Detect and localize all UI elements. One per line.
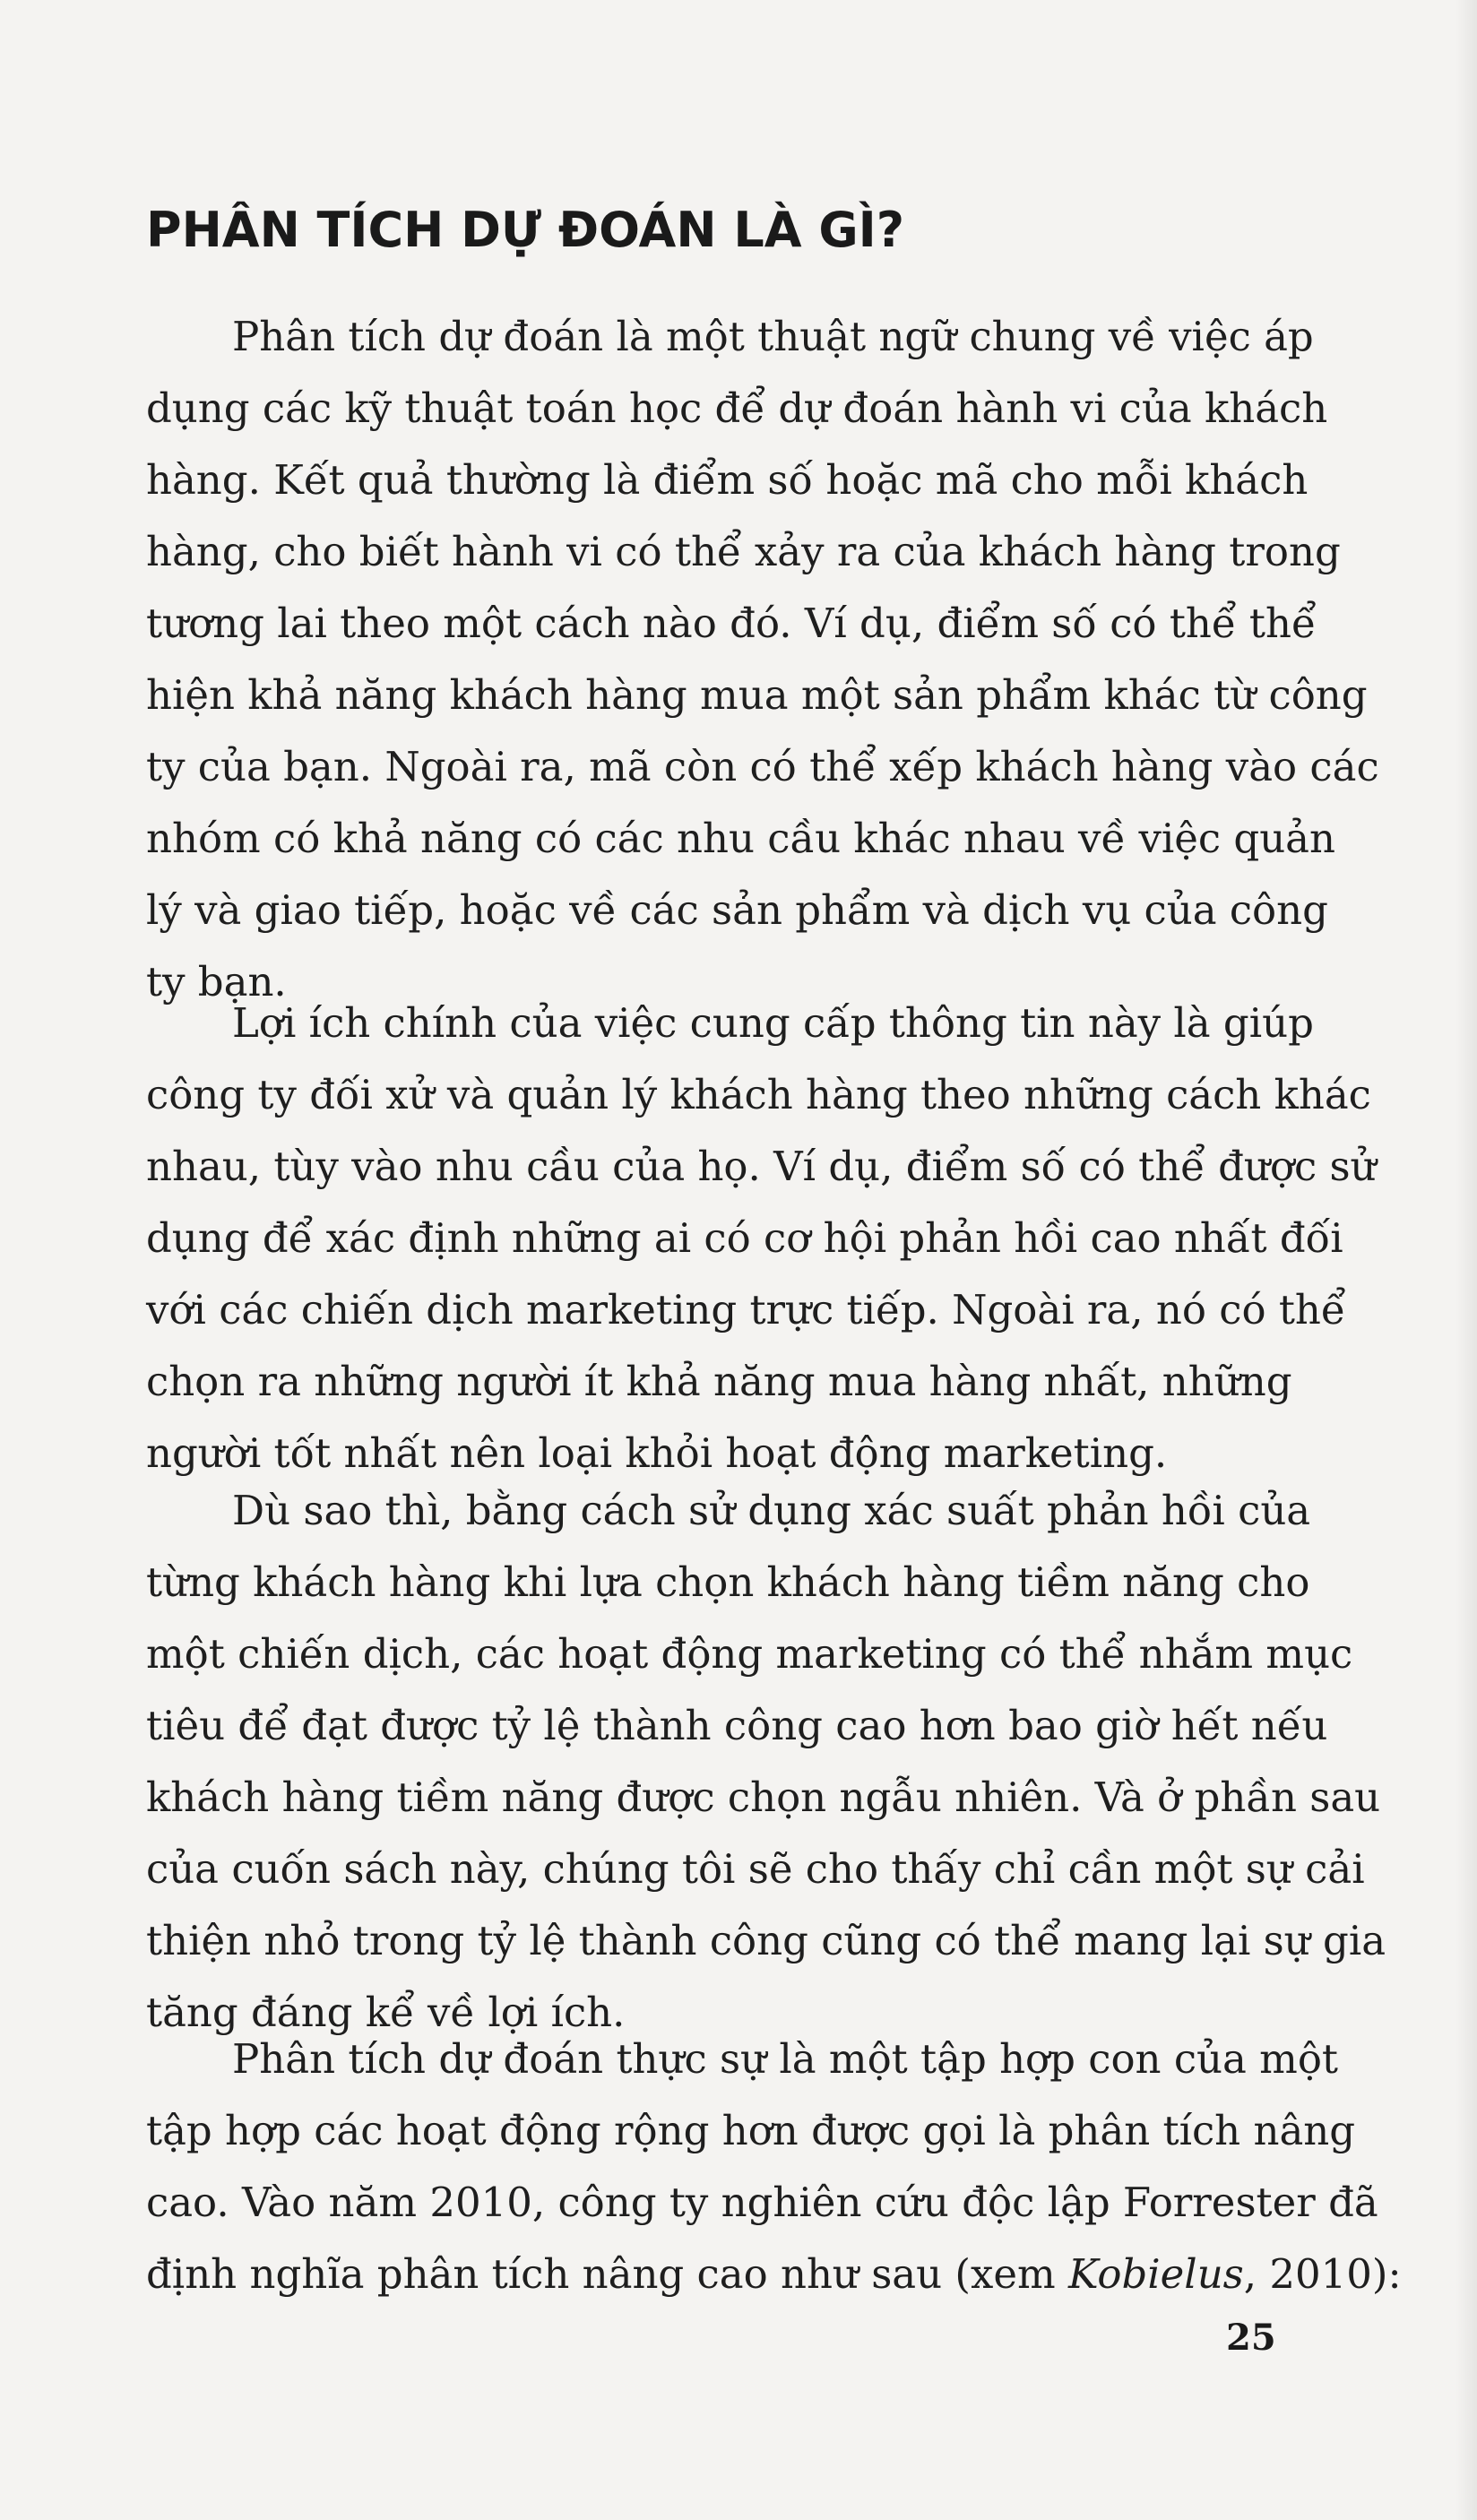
page-edge-shadow bbox=[1455, 0, 1477, 2520]
paragraph-line: từng khách hàng khi lựa chọn khách hàng tiềm năng cho bbox=[146, 1558, 1310, 1606]
paragraph-line: hàng, cho biết hành vi có thể xảy ra của khách hàng trong bbox=[146, 528, 1341, 575]
paragraph-line: tiêu để đạt được tỷ lệ thành công cao hơn bao giờ hết nếu bbox=[146, 1702, 1328, 1749]
paragraph-2 bbox=[146, 988, 1377, 1489]
paragraph-line: người tốt nhất nên loại khỏi hoạt động marketing. bbox=[146, 1429, 1168, 1477]
paragraph-line: của cuốn sách này, chúng tôi sẽ cho thấy chỉ cần một sự cải bbox=[146, 1845, 1365, 1893]
paragraph-line: một chiến dịch, các hoạt động marketing có thể nhắm mục bbox=[146, 1630, 1353, 1678]
citation-author: Kobielus bbox=[1067, 2250, 1244, 2298]
paragraph-line: Dù sao thì, bằng cách sử dụng xác suất phản hồi của bbox=[232, 1487, 1311, 1534]
paragraph-line: cao. Vào năm 2010, công ty nghiên cứu độc lập Forrester đã bbox=[146, 2179, 1378, 2226]
section-heading: PHÂN TÍCH DỰ ĐOÁN LÀ GÌ? bbox=[146, 202, 905, 258]
paragraph-line: dụng các kỹ thuật toán học để dự đoán hành vi của khách bbox=[146, 384, 1328, 432]
paragraph-line: ty bạn. bbox=[146, 958, 287, 1005]
page-number: 25 bbox=[1226, 2317, 1276, 2359]
paragraph-line: tập hợp các hoạt động rộng hơn được gọi là phân tích nâng bbox=[146, 2107, 1356, 2154]
paragraph-line: Phân tích dự đoán thực sự là một tập hợp con của một bbox=[232, 2035, 1339, 2083]
paragraph-1 bbox=[146, 301, 1379, 1018]
paragraph-line: khách hàng tiềm năng được chọn ngẫu nhiên. Và ở phần sau bbox=[146, 1773, 1381, 1821]
paragraph-line: nhóm có khả năng có các nhu cầu khác nhau về việc quản bbox=[146, 815, 1335, 862]
paragraph-line: hiện khả năng khách hàng mua một sản phẩm khác từ công bbox=[146, 671, 1368, 719]
paragraph-line: ty của bạn. Ngoài ra, mã còn có thể xếp khách hàng vào các bbox=[146, 743, 1379, 790]
paragraph-line-with-citation bbox=[146, 2239, 1402, 2310]
paragraph-line: với các chiến dịch marketing trực tiếp. Ngoài ra, nó có thể bbox=[146, 1286, 1346, 1333]
paragraph-line: công ty đối xử và quản lý khách hàng theo những cách khác bbox=[146, 1071, 1371, 1118]
paragraph-line: hàng. Kết quả thường là điểm số hoặc mã cho mỗi khách bbox=[146, 456, 1309, 504]
paragraph-line: Phân tích dự đoán là một thuật ngữ chung về việc áp bbox=[232, 313, 1314, 360]
citation-lead-text: định nghĩa phân tích nâng cao như sau (xem bbox=[146, 2250, 1068, 2298]
paragraph-4 bbox=[146, 2024, 1402, 2310]
paragraph-line: lý và giao tiếp, hoặc về các sản phẩm và dịch vụ của công bbox=[146, 886, 1328, 934]
paragraph-line: tương lai theo một cách nào đó. Ví dụ, điểm số có thể thể bbox=[146, 600, 1317, 647]
paragraph-line: nhau, tùy vào nhu cầu của họ. Ví dụ, điểm số có thể được sử bbox=[146, 1143, 1377, 1190]
paragraph-line: thiện nhỏ trong tỷ lệ thành công cũng có thể mang lại sự gia bbox=[146, 1917, 1386, 1964]
paragraph-line: dụng để xác định những ai có cơ hội phản hồi cao nhất đối bbox=[146, 1214, 1343, 1262]
paragraph-line: chọn ra những người ít khả năng mua hàng nhất, những bbox=[146, 1358, 1292, 1405]
paragraph-line: Lợi ích chính của việc cung cấp thông tin này là giúp bbox=[232, 999, 1314, 1047]
paragraph-3 bbox=[146, 1475, 1386, 2049]
citation-year: , 2010): bbox=[1243, 2250, 1402, 2298]
paragraph-line: tăng đáng kể về lợi ích. bbox=[146, 1989, 626, 2036]
